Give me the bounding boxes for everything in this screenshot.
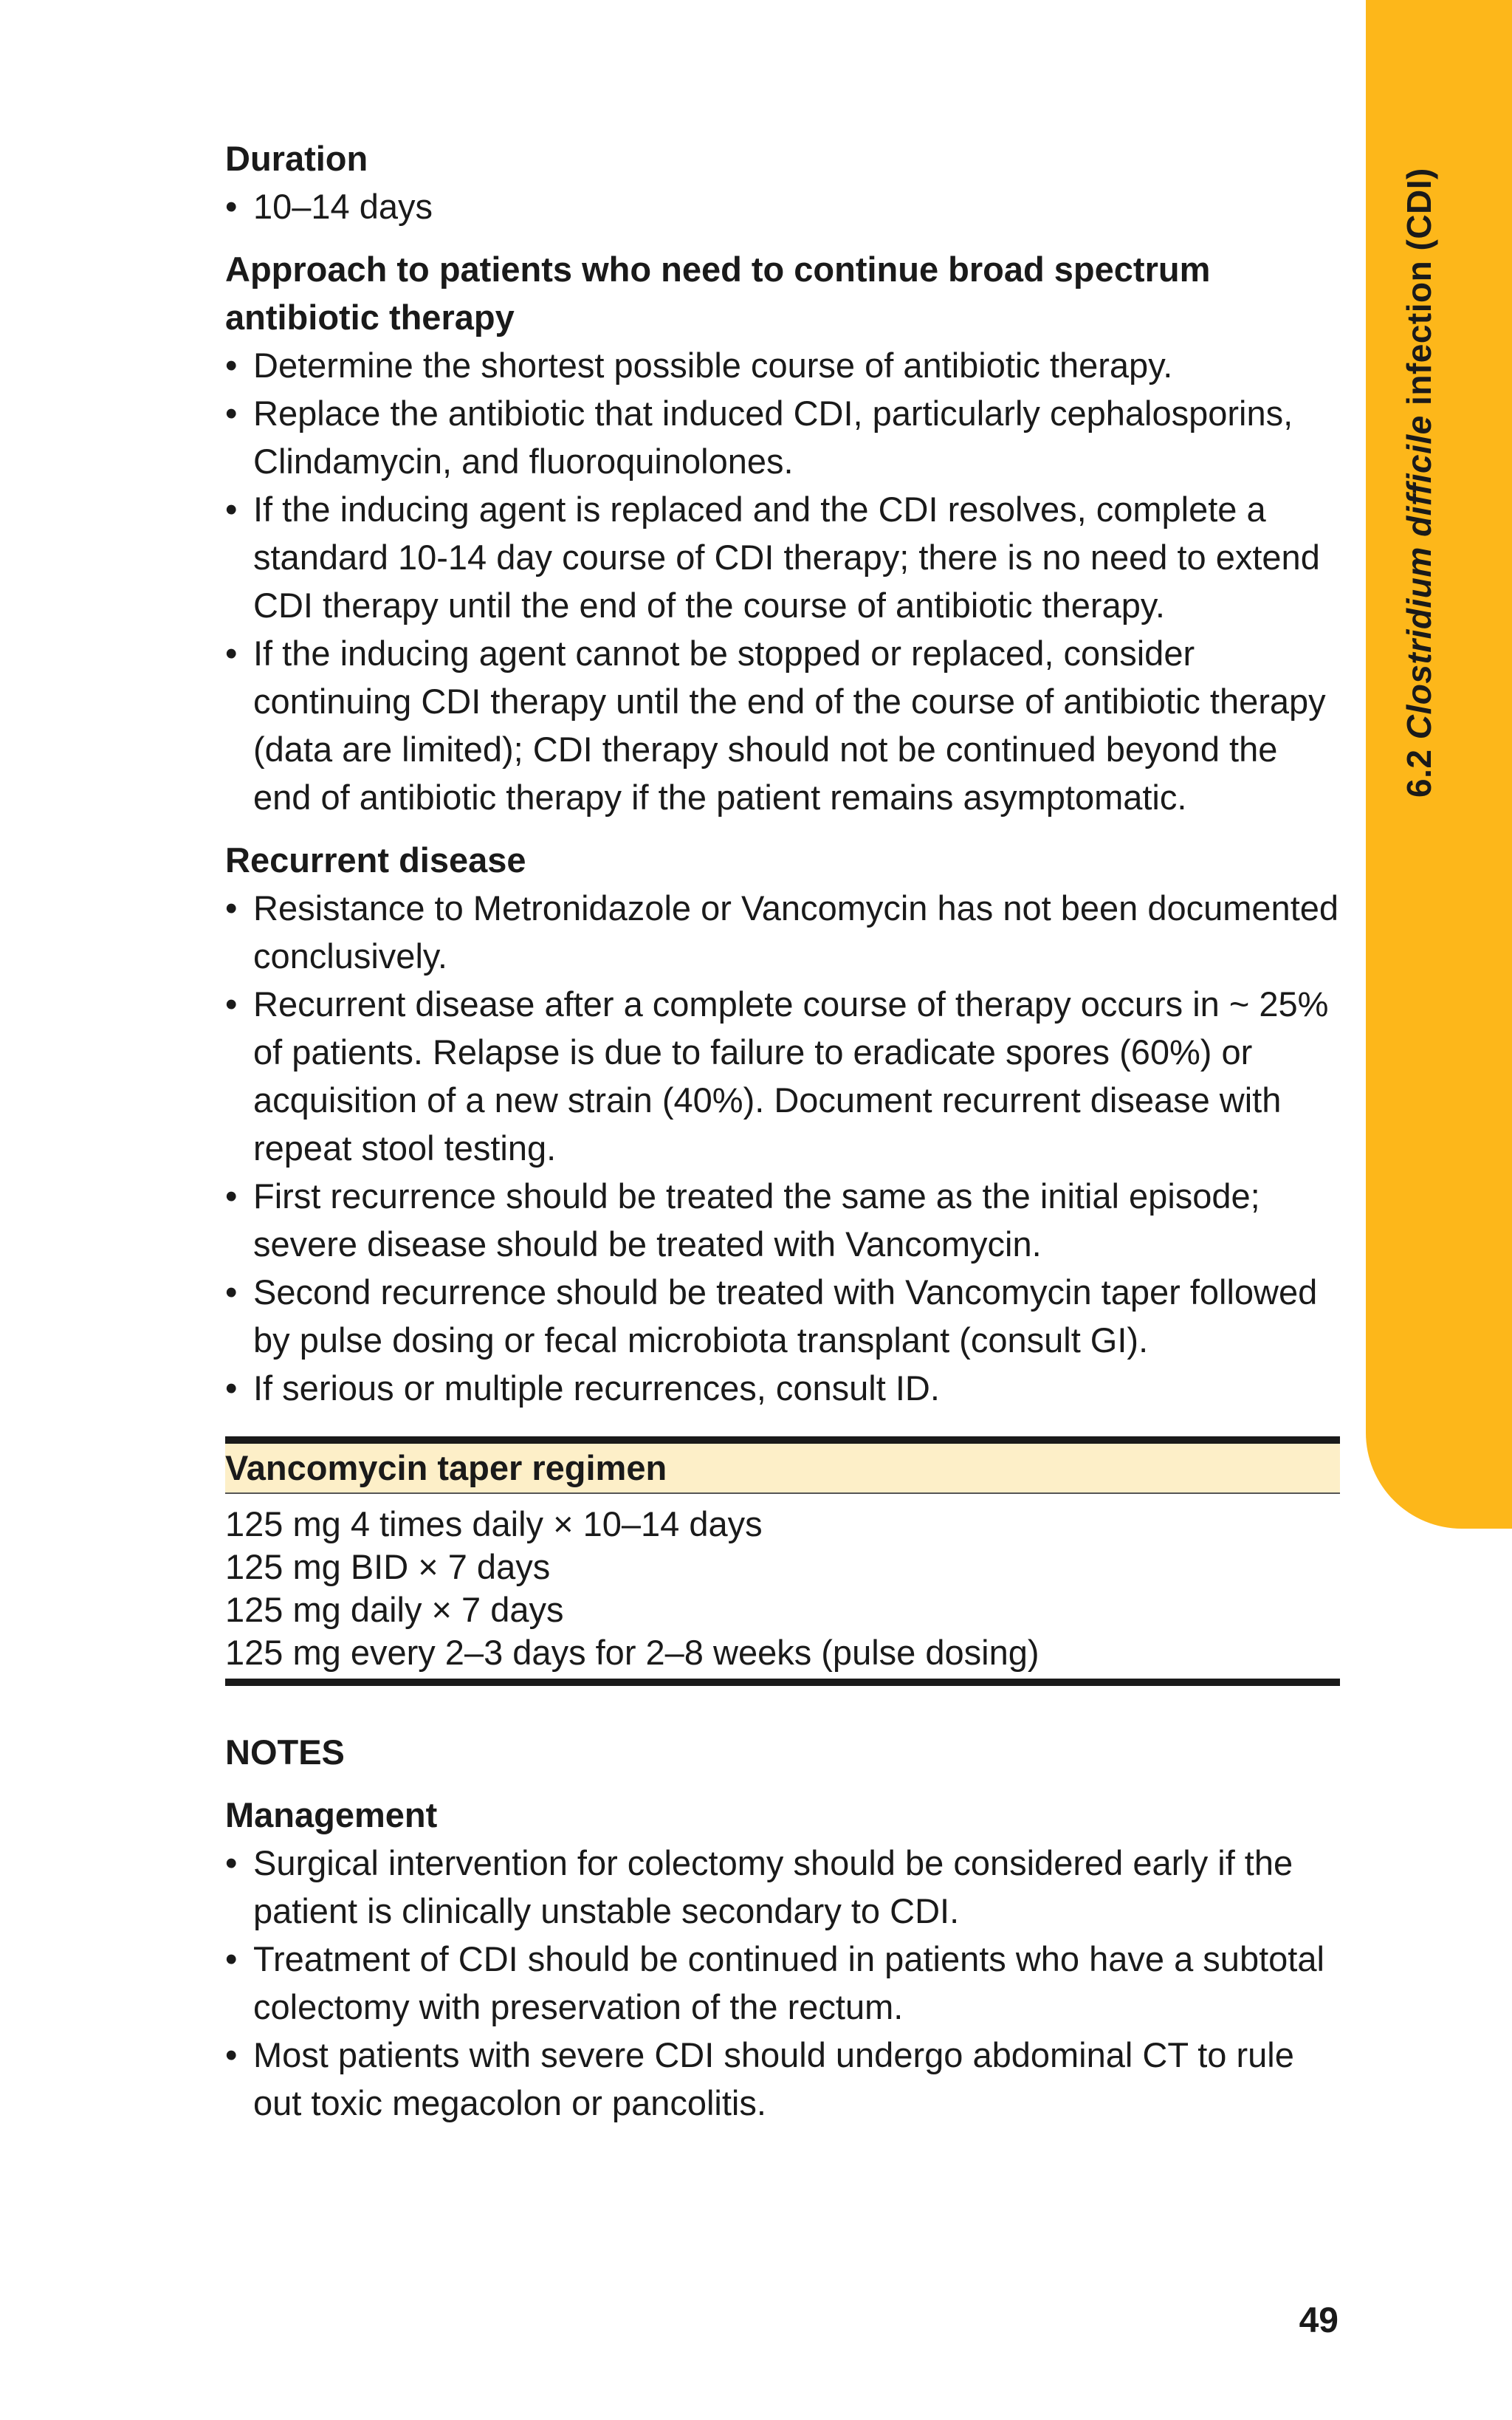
list-item-text: Recurrent disease after a complete course of therapy occurs in ~ 25% of patients. Relapse is due to failure to eradicate spores (60%) or acquisition of a new strain (40%). Document recurrent disease with repeat stool testing. <box>253 984 1329 1168</box>
page-number: 49 <box>1299 2301 1339 2340</box>
table-row: 125 mg every 2–3 days for 2–8 weeks (pulse dosing) <box>225 1633 1040 1672</box>
list-item-text: Second recurrence should be treated with Vancomycin taper followed by pulse dosing or fecal microbiota transplant (consult GI). <box>253 1272 1318 1360</box>
main-content <box>225 134 1340 1412</box>
duration-list <box>225 182 1340 230</box>
list-item-text: If serious or multiple recurrences, consult ID. <box>253 1368 940 1408</box>
section-tab <box>1366 0 1512 1529</box>
bullet-marker: • <box>225 888 238 928</box>
duration-heading: Duration <box>225 139 368 178</box>
table-row: 125 mg BID × 7 days <box>225 1547 551 1586</box>
notes-section <box>225 1728 1340 2127</box>
bullet-marker: • <box>225 634 238 673</box>
broad-spectrum-list <box>225 341 1340 821</box>
bullet-marker: • <box>225 346 238 385</box>
bullet-marker: • <box>225 984 238 1024</box>
table-bottom-rule <box>225 1679 1340 1686</box>
list-item <box>225 341 1340 389</box>
list-item-text: Treatment of CDI should be continued in patients who have a subtotal colectomy with preservation of the rectum. <box>253 1939 1324 2026</box>
section-tab-label: 6.2 Clostridium difficile infection (CDI) <box>1400 168 1438 798</box>
list-item-text: First recurrence should be treated the same as the initial episode; severe disease should be treated with Vancomycin. <box>253 1176 1260 1264</box>
table-top-rule <box>225 1436 1340 1444</box>
bullet-marker: • <box>225 2035 238 2074</box>
list-item-text: Resistance to Metronidazole or Vancomycin has not been documented conclusively. <box>253 888 1339 976</box>
list-item <box>225 182 1340 230</box>
bullet-marker: • <box>225 1939 238 1978</box>
table-row: 125 mg daily × 7 days <box>225 1590 564 1629</box>
table-body <box>225 1494 1340 1679</box>
bullet-marker: • <box>225 394 238 433</box>
recurrent-disease-list <box>225 884 1340 1412</box>
list-item <box>225 629 1340 821</box>
table-title: Vancomycin taper regimen <box>225 1444 1340 1494</box>
list-item-text: If the inducing agent cannot be stopped or replaced, consider continuing CDI therapy until the end of the course of antibiotic therapy (data are limited); CDI therapy should not be continued beyond the end of antibiotic therapy if the patient remains asymptomatic. <box>253 634 1326 817</box>
management-heading: Management <box>225 1795 438 1834</box>
list-item-text: Surgical intervention for colectomy should be considered early if the patient is clinically unstable secondary to CDI. <box>253 1843 1293 1930</box>
bullet-marker: • <box>225 1843 238 1882</box>
list-item <box>225 980 1340 1172</box>
vancomycin-taper-table <box>225 1436 1340 1686</box>
management-list <box>225 1839 1340 2127</box>
bullet-marker: • <box>225 1368 238 1408</box>
list-item <box>225 389 1340 485</box>
bullet-marker: • <box>225 187 238 226</box>
broad-spectrum-heading: Approach to patients who need to continue broad spectrum antibiotic therapy <box>225 250 1211 337</box>
list-item <box>225 1268 1340 1364</box>
recurrent-disease-heading: Recurrent disease <box>225 840 526 880</box>
list-item <box>225 1364 1340 1412</box>
list-item-text: If the inducing agent is replaced and the CDI resolves, complete a standard 10-14 day course of CDI therapy; there is no need to extend CDI therapy until the end of the course of antibiotic therapy. <box>253 490 1320 625</box>
list-item <box>225 884 1340 980</box>
bullet-marker: • <box>225 1272 238 1312</box>
list-item-text: Replace the antibiotic that induced CDI, particularly cephalosporins, Clindamycin, and fluoroquinolones. <box>253 394 1293 481</box>
list-item-text: Most patients with severe CDI should undergo abdominal CT to rule out toxic megacolon or pancolitis. <box>253 2035 1294 2122</box>
bullet-marker: • <box>225 490 238 529</box>
table-row: 125 mg 4 times daily × 10–14 days <box>225 1504 763 1543</box>
list-item <box>225 1172 1340 1268</box>
list-item-text: 10–14 days <box>253 187 433 226</box>
list-item <box>225 1839 1340 1935</box>
list-item <box>225 1935 1340 2031</box>
list-item <box>225 485 1340 629</box>
list-item-text: Determine the shortest possible course of antibiotic therapy. <box>253 346 1173 385</box>
notes-title: NOTES <box>225 1732 345 1772</box>
list-item <box>225 2031 1340 2127</box>
bullet-marker: • <box>225 1176 238 1216</box>
